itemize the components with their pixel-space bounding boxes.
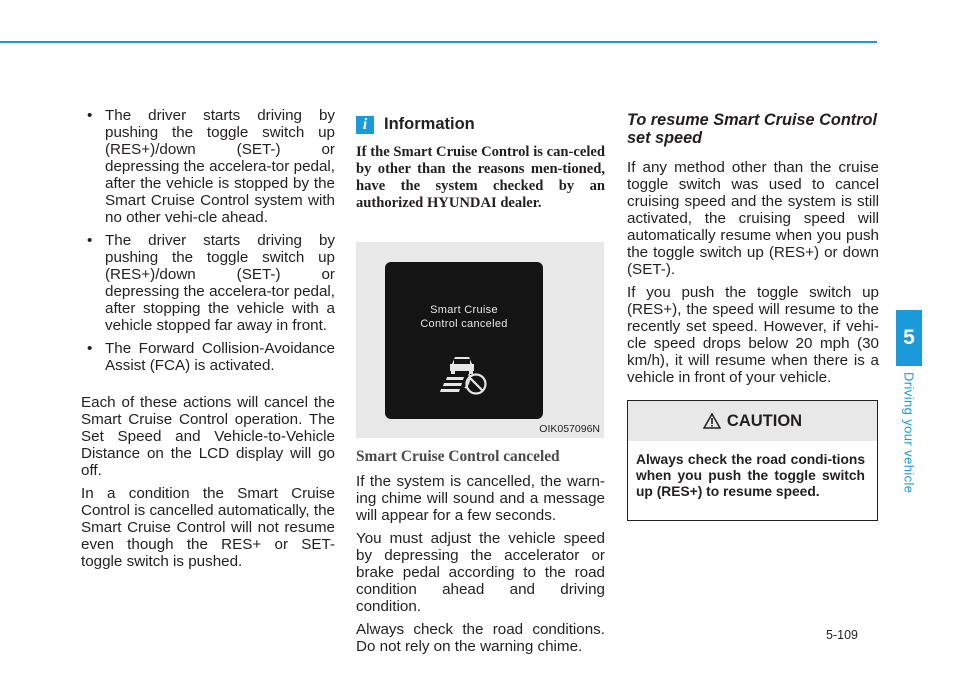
- warning-triangle-icon: [703, 413, 721, 429]
- chapter-number: 5: [896, 310, 922, 366]
- information-text: If the Smart Cruise Control is can-celed by other than the reasons men-tioned, have the system checked by an authorized HYUNDAI dealer.: [356, 144, 605, 211]
- lcd-message: [385, 303, 543, 331]
- lcd-screen: [385, 262, 543, 419]
- paragraph: Each of these actions will cancel the Smart Cruise Control operation. The Set Speed and Vehicle-to-Vehicle Distance on the LCD display will go off.: [81, 394, 335, 479]
- caution-box: [627, 400, 878, 521]
- paragraph: If you push the toggle switch up (RES+), the speed will resume to the recently set speed. However, if vehi-cle speed drops below 20 mph (30 km/h), it will resume when there is a vehicle in front of your vehicle.: [627, 284, 879, 386]
- caution-title: CAUTION: [726, 411, 803, 430]
- information-icon: i: [356, 116, 374, 134]
- column-left: [81, 107, 335, 576]
- figure-code: OIK057096N: [539, 423, 600, 435]
- information-header: [356, 115, 605, 134]
- page-number: 5-109: [826, 628, 858, 642]
- smart-cruise-canceled-icon: [438, 354, 492, 398]
- column-middle: [356, 107, 605, 661]
- paragraph: In a condition the Smart Cruise Control is cancelled automatically, the Smart Cruise Control will not resume even though the RES+ or SET- toggle switch is pushed.: [81, 485, 335, 570]
- cancel-conditions-list: [81, 107, 335, 374]
- caution-text: Always check the road condi-tions when you push the toggle switch up (RES+) to resume speed.: [636, 452, 865, 499]
- lcd-message-line: Smart Cruise: [430, 304, 498, 316]
- chapter-label: Driving your vehicle: [901, 372, 917, 494]
- paragraph: If the system is cancelled, the warn-ing chime will sound and a message will appear for a few seconds.: [356, 473, 605, 524]
- list-item: • The driver starts driving by pushing the toggle switch up (RES+)/down (SET-) or depressing the accelera-tor pedal, after the vehicle is stopped by the Smart Cruise Control system with no other vehi-cle ahead.: [81, 107, 335, 226]
- column-right: [627, 107, 879, 521]
- information-title: Information: [384, 115, 475, 133]
- section-heading: Smart Cruise Control canceled: [356, 448, 560, 465]
- header-rule: [0, 41, 877, 43]
- lcd-message-line: Control canceled: [420, 318, 508, 330]
- section-heading: To resume Smart Cruise Control set speed: [627, 111, 877, 147]
- chapter-tab: [896, 310, 922, 690]
- caution-header: [628, 401, 877, 441]
- cluster-display-figure: [356, 242, 604, 438]
- list-item: • The driver starts driving by pushing the toggle switch up (RES+)/down (SET-) or depressing the accelera-tor pedal, after stopping the vehicle with a vehicle stopped far away in front.: [81, 232, 335, 334]
- paragraph: You must adjust the vehicle speed by depressing the accelerator or brake pedal according to the road condition ahead and driving condition.: [356, 530, 605, 615]
- paragraph: If any method other than the cruise toggle switch was used to cancel cruising speed and the system is still activated, the cruising speed will automatically resume when you push the toggle switch up (RES+) or down (SET-).: [627, 159, 879, 278]
- list-item: • The Forward Collision-Avoidance Assist (FCA) is activated.: [81, 340, 335, 374]
- paragraph: Always check the road conditions. Do not rely on the warning chime.: [356, 621, 605, 655]
